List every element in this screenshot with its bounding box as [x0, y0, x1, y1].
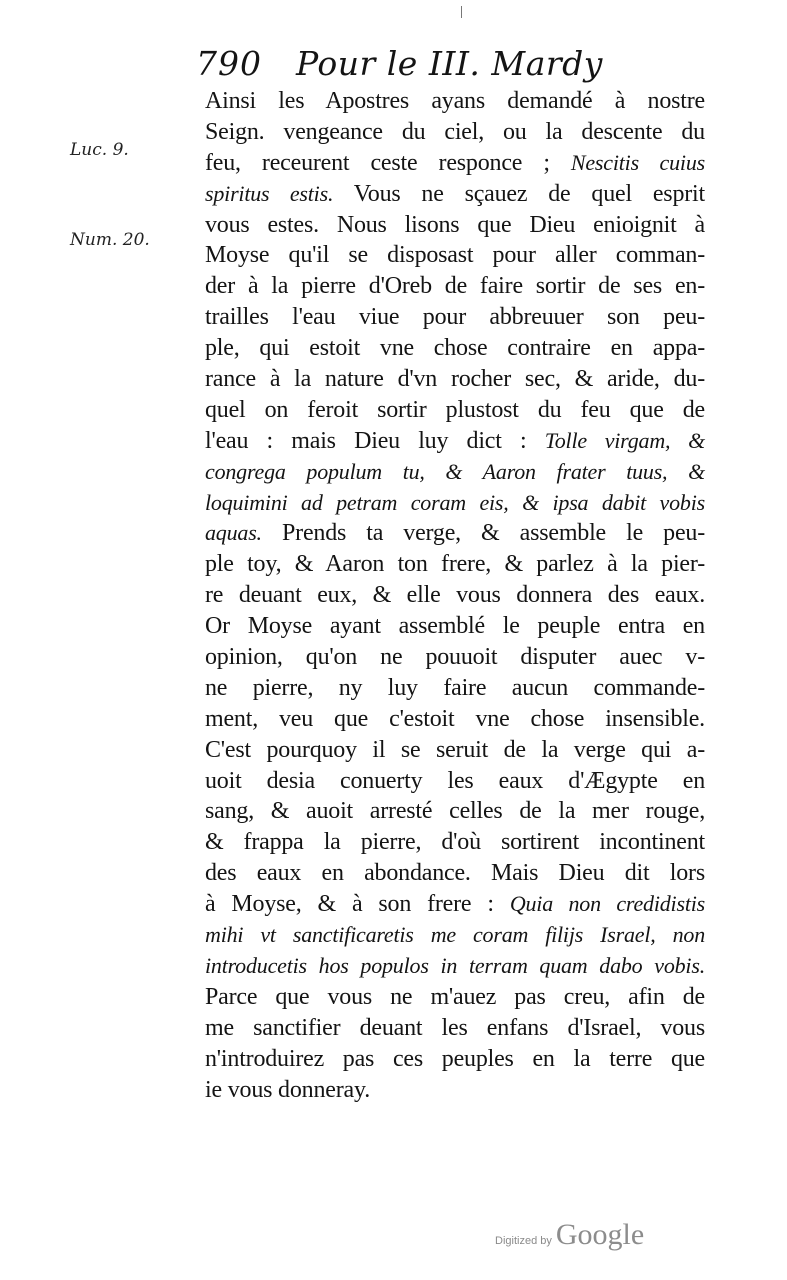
- line-text: vous estes. Nous lisons que Dieu enioignit à: [205, 211, 705, 238]
- text-line: [205, 827, 705, 858]
- line-text: des eaux en abondance. Mais Dieu dit lors: [205, 860, 705, 887]
- line-text: ne pierre, ny luy faire aucun commande-: [205, 674, 705, 701]
- text-line: [205, 889, 705, 920]
- line-text: trailles l'eau viue pour abbreuuer son peu-: [205, 304, 705, 331]
- text-line: [205, 704, 705, 735]
- latin-quote: Tolle virgam, &: [544, 427, 705, 453]
- scan-mark: [461, 6, 462, 18]
- text-line: [205, 858, 705, 889]
- margin-note-numbers: Num. 20.: [70, 230, 150, 250]
- line-text: & frappa la pierre, d'où sortirent incontinent: [205, 829, 705, 856]
- text-line: [205, 1013, 705, 1044]
- body-text: [205, 86, 705, 1105]
- text-line: [205, 117, 705, 148]
- line-text: Prends ta verge, & assemble le peu-: [282, 520, 705, 547]
- latin-quote: loquimini ad petram coram eis, & ipsa dabit vobis: [205, 489, 705, 515]
- text-line: [205, 642, 705, 673]
- running-head: Pour le III. Mardy: [296, 44, 603, 83]
- line-text: Seign. vengeance du ciel, ou la descente du: [205, 118, 705, 145]
- latin-quote: Quia non credidistis: [509, 891, 705, 917]
- latin-quote: congrega populum tu, & Aaron frater tuus, &: [205, 458, 705, 484]
- line-text: quel on feroit sortir plustost du feu que de: [205, 396, 705, 423]
- line-text: ie vous donneray.: [205, 1076, 370, 1103]
- text-line: [205, 179, 705, 210]
- digitized-label: Digitized by: [495, 1235, 552, 1247]
- line-text: feu, receurent ceste responce ;: [205, 149, 550, 176]
- page-number: 790: [196, 44, 262, 83]
- text-line: [205, 518, 705, 549]
- text-line: [205, 426, 705, 457]
- google-wordmark: Google: [555, 1218, 645, 1251]
- text-line: [205, 240, 705, 271]
- line-text: Ainsi les Apostres ayans demandé à nostre: [205, 88, 705, 114]
- latin-quote: introducetis hos populos in terram quam dabo vobis.: [205, 952, 705, 978]
- line-text: opinion, qu'on ne pouuoit disputer auec v-: [205, 644, 705, 671]
- latin-quote: spiritus estis.: [205, 180, 334, 206]
- line-text: n'introduirez pas ces peuples en la terre que: [205, 1045, 705, 1072]
- line-text: à Moyse, & à son frere :: [205, 891, 494, 918]
- text-line: [205, 148, 705, 179]
- text-line: [205, 210, 705, 241]
- text-line: [205, 488, 705, 519]
- page-header: [196, 44, 616, 90]
- text-line: [205, 735, 705, 766]
- line-text: ple, qui estoit vne chose contraire en appa-: [205, 335, 705, 362]
- latin-quote: mihi vt sanctificaretis me coram filijs Israel, non: [205, 922, 705, 948]
- text-line: [205, 951, 705, 982]
- line-text: ple toy, & Aaron ton frere, & parlez à la pier-: [205, 551, 705, 578]
- line-text: uoit desia conuerty les eaux d'Ægypte en: [205, 767, 705, 794]
- text-line: [205, 611, 705, 642]
- line-text: Vous ne sçauez de quel esprit: [353, 180, 705, 207]
- line-text: l'eau : mais Dieu luy dict :: [205, 427, 527, 454]
- text-line: [205, 302, 705, 333]
- text-line: [205, 766, 705, 797]
- line-text: ment, veu que c'estoit vne chose insensible.: [205, 705, 705, 732]
- latin-quote: Nescitis cuius: [570, 149, 705, 175]
- line-text: me sanctifier deuant les enfans d'Israel, vous: [205, 1014, 705, 1041]
- text-line: [205, 580, 705, 611]
- text-line: [205, 673, 705, 704]
- line-text: re deuant eux, & elle vous donnera des eaux.: [205, 582, 705, 609]
- latin-quote: aquas.: [205, 520, 262, 546]
- text-line: [205, 86, 705, 117]
- text-line: [205, 920, 705, 951]
- line-text: sang, & auoit arresté celles de la mer rouge,: [205, 798, 705, 825]
- line-text: Moyse qu'il se disposast pour aller comman-: [205, 242, 705, 269]
- line-text: C'est pourquoy il se seruit de la verge qui a-: [205, 736, 705, 763]
- margin-note-luke: Luc. 9.: [70, 140, 129, 160]
- text-line: [205, 364, 705, 395]
- line-text: Parce que vous ne m'auez pas creu, afin de: [205, 983, 705, 1010]
- text-line: [205, 271, 705, 302]
- digitized-watermark: [495, 1218, 644, 1252]
- text-line: [205, 796, 705, 827]
- text-line: [205, 1075, 705, 1106]
- line-text: Or Moyse ayant assemblé le peuple entra en: [205, 613, 705, 640]
- text-line: [205, 1044, 705, 1075]
- text-line: [205, 395, 705, 426]
- text-line: [205, 333, 705, 364]
- line-text: der à la pierre d'Oreb de faire sortir de ses en-: [205, 273, 705, 300]
- text-line: [205, 549, 705, 580]
- line-text: rance à la nature d'vn rocher sec, & aride, du-: [205, 366, 705, 393]
- text-line: [205, 457, 705, 488]
- text-line: [205, 982, 705, 1013]
